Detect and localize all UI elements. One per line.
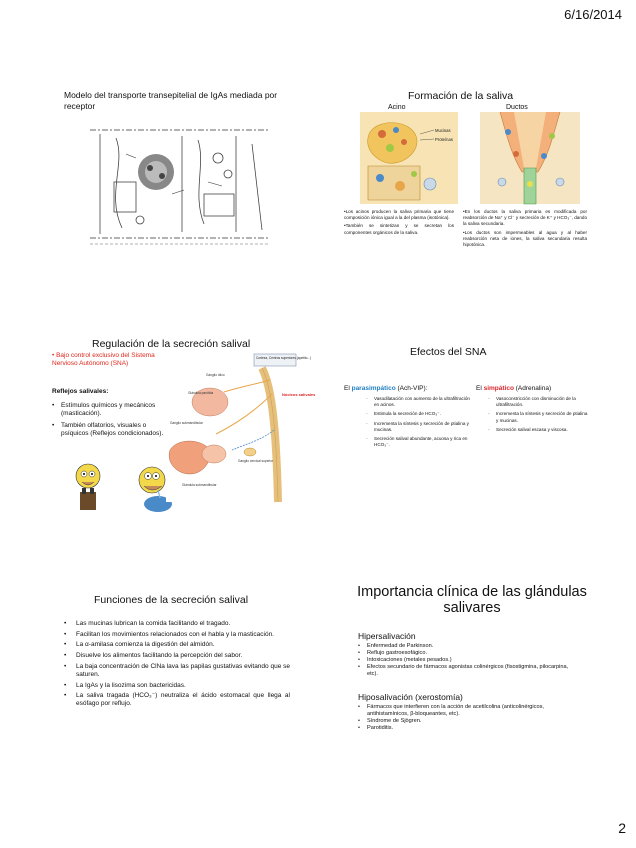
parasimpatico-heading: [344, 385, 427, 392]
ductos-text: [463, 209, 587, 250]
list-item: - Vasodilatación con aumento de la ultrafiltración en acinos.: [366, 396, 470, 408]
list-item: • La saliva tragada (HCO₃⁻) neutraliza el ácido estomacal que llega al esófago por reflujo.: [64, 692, 290, 708]
reflejos-list: [52, 402, 170, 442]
parotida-label: Glándula parótida: [188, 391, 214, 395]
reflejos-heading: Reflejos salivales:: [52, 388, 109, 395]
hipersalivacion-heading: Hipersalivación: [358, 631, 416, 641]
acinus-illustration: [360, 112, 458, 204]
list-item: • Síndrome de Sjögren.: [358, 718, 572, 725]
parasimpatico-keyword: parasimpático: [351, 385, 396, 392]
list-item: - Incrementa la síntesis y secreción de ptialina y mucinas.: [366, 421, 470, 433]
hipersalivacion-list: [358, 643, 572, 678]
list-item: • Disuelve los alimentos facilitando la percepción del sabor.: [64, 652, 290, 660]
list-item: - Secreción salival abundante, acuosa y rica en HCO₃⁻.: [366, 436, 470, 448]
slide3-title: Regulación de la secreción salival: [92, 338, 251, 350]
list-item: • Fármacos que interfieren con la acción de acetilcolina (anticolinérgicos, antihistamínicos, β-bloqueantes, etc).: [358, 704, 572, 718]
list-item: - Incrementa la síntesis y secreción de ptialina y mucinas.: [488, 411, 588, 423]
simpatico-prefix: El: [476, 385, 484, 392]
ductos-paragraph-1: •En los ductos la saliva primaria es modificada por reabsorción de Na⁺ y Cl⁻ y secreción de K⁺ y HCO₃⁻, dando la saliva secundaria.: [463, 209, 587, 227]
slide4-title: Efectos del SNA: [410, 346, 487, 358]
list-item: • La α-amilasa comienza la digestión del almidón.: [64, 641, 290, 649]
slide2-title: Formación de la saliva: [408, 90, 514, 102]
parasimpatico-effects-list: [366, 396, 470, 451]
slide6-title: Importancia clínica de las glándulas salivares: [357, 584, 587, 616]
list-item: • Las mucinas lubrican la comida facilitando el tragado.: [64, 620, 290, 628]
slide5-title: Funciones de la secreción salival: [94, 594, 249, 606]
list-item: • También olfatorios, visuales o psíquicos (Reflejos condicionados).: [52, 422, 170, 438]
simpatico-heading: [476, 385, 551, 392]
list-item: - Estimula la secreción de HCO₃⁻.: [366, 411, 470, 417]
list-item: - Vasoconstricción con disminución de la ultrafiltración.: [488, 396, 588, 408]
simpatico-keyword: simpático: [483, 385, 514, 392]
ductos-paragraph-2: •Los ductos son impermeables al agua y al haber reabsorción neta de iones, la saliva secundaria resulta hipotónica.: [463, 229, 587, 248]
cortex-box-label: Corteza, Centros superiores (apetito...): [256, 356, 312, 360]
list-item: • Parotiditis.: [358, 725, 572, 732]
acinos-text: [344, 209, 454, 238]
list-item: • Reflujo gastroesofágico.: [358, 650, 572, 657]
submandibular-label: Glándula submandibular: [182, 483, 217, 487]
acinos-paragraph-2: •También se sintetizan y se secretan los componentes orgánicos de la saliva.: [344, 223, 454, 235]
nucleos-salivales-label: Núcleos salivales: [282, 392, 316, 397]
ganglio-submandibular-label: Ganglio submandibular: [170, 421, 203, 425]
simpatico-suffix: (Adrenalina): [513, 385, 552, 392]
list-item: • Facilitan los movimientos relacionados con el habla y la masticación.: [64, 631, 290, 639]
list-item: • La baja concentración de ClNa lava las papilas gustativas evitando que se saturen.: [64, 663, 290, 679]
label-mucinas: Mucinas: [435, 128, 451, 133]
igas-transport-diagram: [86, 124, 272, 250]
ganglio-cervical-label: Ganglio cervical superior: [238, 459, 274, 463]
simpatico-effects-list: [488, 396, 588, 436]
parasimpatico-suffix: (Ach-VIP):: [395, 385, 428, 392]
ganglio-otico-label: Ganglio ótico: [206, 373, 225, 377]
hiposalivacion-list: [358, 704, 572, 732]
list-item: • La IgAs y la lisozima son bactericidas.: [64, 682, 290, 690]
list-item: • Intoxicaciones (metales pesados.): [358, 657, 572, 664]
parasimpatico-prefix: El: [344, 385, 352, 392]
acinos-paragraph-1: •Los acinos producen la saliva primaria que tiene composición iónica igual a la del plasma (isotónica).: [344, 209, 454, 221]
list-item: • Enfermedad de Parkinson.: [358, 643, 572, 650]
label-acino: Acino: [388, 104, 406, 111]
cartoon-figure-icon: [68, 458, 108, 514]
list-item: • Efectos secundario de fármacos agonistas colinérgicos (fisostigmina, pilocarpina, etc).: [358, 664, 572, 678]
funciones-list: [64, 620, 290, 711]
ducts-illustration: [480, 112, 580, 204]
label-ductos: Ductos: [506, 104, 528, 111]
list-item: • Estímulos químicos y mecánicos (masticación).: [52, 402, 170, 418]
salivary-innervation-diagram: [166, 354, 316, 502]
page-number: 2: [618, 820, 626, 836]
slide1-title: Modelo del transporte transepitelial de IgAs mediada por receptor: [64, 90, 278, 111]
label-proteinas: Proteínas: [435, 137, 453, 142]
page-date: 6/16/2014: [564, 7, 622, 22]
hiposalivacion-heading: Hiposalivación (xerostomía): [358, 692, 463, 702]
sna-control-bullet: • Bajo control exclusivo del Sistema Nervioso Autónomo (SNA): [52, 352, 155, 367]
list-item: - Secreción salival escasa y viscosa.: [488, 427, 588, 433]
